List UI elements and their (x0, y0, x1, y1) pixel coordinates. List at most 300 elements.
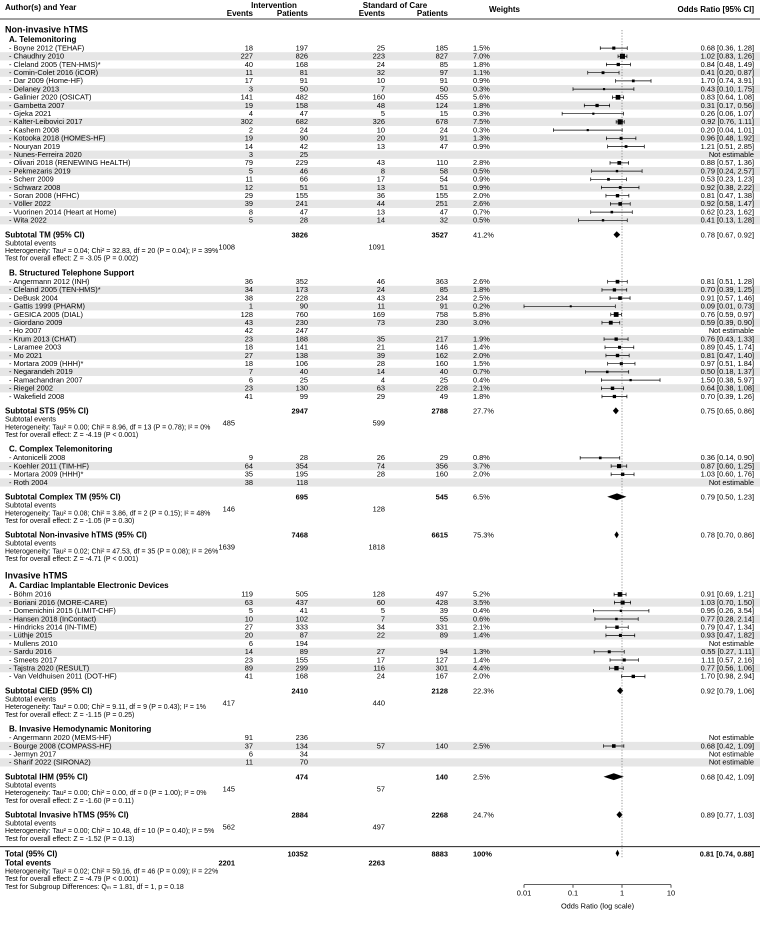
soc-patients: 678 (435, 117, 448, 127)
subtotal-intervention-events: 1639 (218, 542, 235, 552)
weight-value: 0.8% (473, 453, 490, 463)
study-label: - Antonicelli 2008 (9, 453, 66, 463)
group-title: A. Telemonitoring (9, 34, 77, 44)
intervention-events: 38 (244, 477, 253, 487)
subtotal-intervention-patients: 2884 (291, 810, 308, 820)
subtotal-label: Subtotal CIED (95% CI) (5, 686, 93, 696)
odds-ratio-ci: Not estimable (708, 749, 754, 759)
subtotal-intervention-patients: 2410 (291, 686, 308, 696)
intervention-events: 23 (244, 655, 253, 665)
odds-ratio-ci: 0.77 [0.56, 1.06] (700, 663, 754, 673)
point-estimate-square (592, 113, 594, 115)
study-label: - Vuorinen 2014 (Heart at Home) (9, 207, 117, 217)
row-shade (0, 758, 760, 766)
subtotal-intervention-patients: 474 (295, 772, 308, 782)
point-estimate-square (614, 337, 617, 340)
subtotal-intervention-events: 562 (222, 822, 235, 832)
intervention-patients: 141 (295, 342, 308, 352)
subtotal-soc-patients: 2788 (431, 406, 448, 416)
odds-ratio-ci: 0.96 [0.48, 1.92] (700, 133, 754, 143)
point-estimate-square (620, 54, 625, 59)
weight-value: 0.9% (473, 182, 490, 192)
soc-events: 43 (376, 158, 385, 168)
soc-patients: 827 (435, 51, 448, 61)
intervention-events: 18 (244, 358, 253, 368)
soc-events: 11 (377, 301, 385, 311)
odds-ratio-ci: 0.50 [0.18, 1.37] (700, 367, 754, 377)
statistics-note: Test for overall effect: Z = -4.71 (P < 0.001) (5, 555, 139, 563)
soc-patients: 185 (435, 43, 448, 53)
soc-patients: 40 (439, 367, 448, 377)
subtotal-odds-ratio-ci: 0.75 [0.65, 0.86] (700, 406, 754, 416)
intervention-patients: 168 (295, 671, 308, 681)
odds-ratio-ci: 0.92 [0.58, 1.47] (700, 199, 754, 209)
soc-patients: 428 (435, 597, 448, 607)
odds-ratio-ci: 0.89 [0.45, 1.74] (700, 342, 754, 352)
study-label: - Negarandeh 2019 (9, 367, 73, 377)
subtotal-weight: 22.3% (473, 686, 494, 696)
soc-events: 17 (376, 174, 385, 184)
study-label: - Domenichini 2015 (LIMIT-CHF) (9, 606, 116, 616)
events-label: Subtotal events (5, 694, 56, 704)
weight-value: 0.3% (473, 125, 490, 135)
soc-patients: 160 (435, 469, 448, 479)
intervention-events: 1 (248, 301, 253, 311)
intervention-patients: 482 (295, 92, 308, 102)
point-estimate-square (614, 312, 619, 317)
subtotal-soc-patients: 8883 (431, 849, 448, 859)
odds-ratio-ci: 0.93 [0.47, 1.82] (700, 630, 754, 640)
study-label: - Cleland 2005 (TEN-HMS)* (9, 59, 101, 69)
odds-ratio-ci: 1.11 [0.57, 2.16] (701, 655, 754, 665)
study-label: - Gjeka 2021 (9, 108, 52, 118)
subtotal-intervention-events: 417 (222, 698, 235, 708)
study-label: - Delaney 2013 (9, 84, 60, 94)
intervention-events: 6 (248, 638, 253, 648)
statistics-note: Test for Subgroup Differences: Qₘ = 1.81, df = 1, p = 0.18 (5, 883, 184, 891)
intervention-events: 19 (244, 133, 253, 143)
soc-patients: 47 (439, 141, 448, 151)
intervention-patients: 229 (295, 158, 308, 168)
point-estimate-square (618, 592, 623, 597)
soc-events: 28 (376, 358, 385, 368)
statistics-note: Heterogeneity: Tau² = 0.00; Chi² = 9.11, df = 9 (P = 0.43); I² = 1% (5, 704, 206, 712)
soc-patients: 94 (439, 647, 448, 657)
weight-value: 7.5% (473, 117, 490, 127)
soc-patients: 91 (439, 76, 448, 86)
soc-patients: 29 (439, 453, 448, 463)
odds-ratio-ci: Not estimable (708, 326, 754, 336)
weight-value: 1.8% (473, 285, 490, 295)
soc-events: 169 (372, 309, 385, 319)
odds-ratio-ci: 0.92 [0.76, 1.11] (701, 117, 754, 127)
intervention-patients: 102 (295, 614, 308, 624)
odds-ratio-ci: 1.02 [0.83, 1.26] (700, 51, 754, 61)
intervention-events: 10 (244, 614, 253, 624)
group-title: B. Invasive Hemodynamic Monitoring (9, 724, 152, 734)
intervention-patients: 70 (299, 757, 308, 767)
intervention-patients: 194 (295, 638, 308, 648)
odds-ratio-ci: 0.77 [0.28, 2.14] (700, 614, 754, 624)
weight-value: 2.1% (473, 622, 490, 632)
study-label: - Angermann 2020 (MEMS-HF) (9, 733, 112, 743)
study-label: - Chaudhry 2010 (9, 51, 65, 61)
odds-ratio-ci: Not estimable (708, 149, 754, 159)
soc-events: 74 (376, 461, 385, 471)
weight-value: 5.6% (473, 92, 490, 102)
study-label: - Scherr 2009 (9, 174, 54, 184)
study-label: - Böhm 2016 (9, 589, 52, 599)
subtotal-intervention-patients: 695 (295, 492, 308, 502)
header-intervention: Intervention (251, 1, 297, 10)
intervention-patients: 41 (299, 606, 308, 616)
intervention-events: 36 (244, 276, 253, 286)
study-label: - Laramee 2003 (9, 342, 62, 352)
weight-value: 2.6% (473, 199, 490, 209)
weight-value: 1.4% (473, 342, 490, 352)
intervention-events: 128 (240, 309, 253, 319)
odds-ratio-ci: 1.03 [0.70, 1.50] (700, 597, 754, 607)
weight-value: 0.5% (473, 166, 490, 176)
x-tick-label: 0.01 (516, 888, 532, 898)
soc-patients: 39 (439, 606, 448, 616)
intervention-events: 6 (248, 749, 253, 759)
table-header (0, 1, 760, 19)
soc-events: 36 (376, 190, 385, 200)
summary-diamond (613, 407, 619, 414)
soc-events: 48 (376, 100, 385, 110)
subtotal-odds-ratio-ci: 0.81 [0.74, 0.88] (699, 849, 754, 859)
soc-events: 14 (376, 367, 385, 377)
intervention-events: 37 (244, 741, 253, 751)
weight-value: 0.3% (473, 84, 490, 94)
point-estimate-square (615, 618, 617, 620)
weight-value: 1.1% (473, 67, 490, 77)
odds-ratio-ci: 1.21 [0.51, 2.85] (700, 141, 754, 151)
point-estimate-square (611, 387, 614, 390)
intervention-patients: 106 (295, 358, 308, 368)
statistics-note: Heterogeneity: Tau² = 0.04; Chi² = 32.83, df = 20 (P = 0.04); I² = 39% (5, 248, 219, 256)
intervention-events: 227 (240, 51, 253, 61)
subtotal-odds-ratio-ci: 0.78 [0.70, 0.86] (700, 530, 754, 540)
odds-ratio-ci: 0.81 [0.47, 1.40] (700, 350, 754, 360)
odds-ratio-ci: 0.81 [0.51, 1.28] (700, 276, 754, 286)
soc-events: 57 (376, 741, 385, 751)
soc-events: 34 (376, 622, 385, 632)
soc-patients: 140 (435, 741, 448, 751)
odds-ratio-ci: 0.95 [0.26, 3.54] (700, 606, 754, 616)
study-label: - Wita 2022 (9, 215, 47, 225)
weight-value: 0.9% (473, 174, 490, 184)
point-estimate-square (620, 362, 623, 365)
study-label: - Olivari 2018 (RENEWING HeALTH) (9, 158, 131, 168)
soc-patients: 301 (435, 663, 448, 673)
odds-ratio-ci: 0.91 [0.57, 1.46] (700, 293, 754, 303)
point-estimate-square (623, 658, 626, 661)
intervention-events: 8 (248, 207, 253, 217)
study-label: - Comin-Colet 2016 (iCOR) (9, 67, 99, 77)
weight-value: 2.1% (473, 383, 490, 393)
odds-ratio-ci: 1.70 [0.74, 3.91] (700, 76, 754, 86)
statistics-note: Heterogeneity: Tau² = 0.00; Chi² = 8.96, df = 13 (P = 0.78); I² = 0% (5, 424, 211, 432)
subtotal-weight: 41.2% (473, 230, 494, 240)
soc-patients: 127 (435, 655, 448, 665)
point-estimate-square (616, 280, 620, 284)
study-label: - Giordano 2009 (9, 317, 63, 327)
point-estimate-square (625, 145, 628, 148)
odds-ratio-ci: 0.68 [0.36, 1.28] (700, 43, 754, 53)
soc-events: 14 (376, 215, 385, 225)
intervention-events: 12 (244, 182, 253, 192)
study-label: - Boyne 2012 (TEHAF) (9, 43, 85, 53)
weight-value: 2.5% (473, 741, 490, 751)
soc-events: 35 (376, 334, 385, 344)
x-tick-label: 10 (666, 888, 676, 898)
odds-ratio-ci: 0.79 [0.47, 1.34] (700, 622, 754, 632)
events-label: Subtotal events (5, 238, 56, 248)
intervention-patients: 682 (295, 117, 308, 127)
weight-value: 0.3% (473, 108, 490, 118)
subtotal-intervention-patients: 2947 (291, 406, 308, 416)
soc-events: 22 (376, 630, 385, 640)
soc-events: 63 (376, 383, 385, 393)
soc-patients: 54 (439, 174, 448, 184)
odds-ratio-ci: 0.31 [0.17, 0.56] (700, 100, 754, 110)
study-label: - Sardu 2016 (9, 647, 52, 657)
study-label: - Kalter-Leibovici 2017 (9, 117, 83, 127)
subtotal-odds-ratio-ci: 0.92 [0.79, 1.06] (700, 686, 754, 696)
point-estimate-square (621, 601, 625, 605)
soc-events: 10 (376, 76, 385, 86)
intervention-patients: 333 (295, 622, 308, 632)
weight-value: 1.8% (473, 59, 490, 69)
weight-value: 7.0% (473, 51, 490, 61)
study-label: - Kashem 2008 (9, 125, 60, 135)
soc-patients: 47 (439, 207, 448, 217)
weight-value: 0.7% (473, 207, 490, 217)
point-estimate-square (612, 744, 616, 748)
intervention-patients: 25 (299, 375, 308, 385)
soc-patients: 455 (435, 92, 448, 102)
intervention-patients: 90 (299, 301, 308, 311)
soc-patients: 24 (439, 125, 448, 135)
statistics-note: Test for overall effect: Z = -4.79 (P < 0.001) (5, 876, 139, 884)
intervention-patients: 28 (299, 215, 308, 225)
odds-ratio-ci: 0.84 [0.48, 1.49] (700, 59, 754, 69)
intervention-events: 5 (248, 215, 253, 225)
soc-events: 43 (376, 293, 385, 303)
point-estimate-square (617, 161, 621, 165)
intervention-patients: 40 (299, 367, 308, 377)
point-estimate-square (616, 194, 619, 197)
subtotal-soc-patients: 6615 (431, 530, 448, 540)
intervention-events: 41 (244, 391, 253, 401)
subtotal-soc-patients: 2268 (431, 810, 448, 820)
point-estimate-square (621, 473, 624, 476)
intervention-patients: 42 (299, 141, 308, 151)
weight-value: 3.5% (473, 597, 490, 607)
study-label: - DeBusk 2004 (9, 293, 58, 303)
point-estimate-square (603, 88, 605, 90)
soc-events: 13 (376, 141, 385, 151)
summary-diamond (614, 531, 618, 538)
soc-patients: 124 (435, 100, 448, 110)
intervention-patients: 87 (299, 630, 308, 640)
intervention-patients: 28 (299, 453, 308, 463)
point-estimate-square (602, 71, 605, 74)
subtotal-label: Subtotal Invasive hTMS (95% CI) (5, 810, 129, 820)
soc-patients: 55 (439, 614, 448, 624)
intervention-events: 141 (240, 92, 253, 102)
intervention-events: 3 (248, 84, 253, 94)
summary-diamond (607, 493, 626, 500)
odds-ratio-ci: 0.68 [0.42, 1.09] (700, 741, 754, 751)
intervention-patients: 24 (299, 125, 308, 135)
weight-value: 1.4% (473, 630, 490, 640)
intervention-events: 27 (244, 622, 253, 632)
point-estimate-square (611, 211, 614, 214)
point-estimate-square (602, 219, 604, 221)
group-title: A. Cardiac Implantable Electronic Devices (9, 581, 169, 591)
odds-ratio-ci: 0.26 [0.06, 1.07] (700, 108, 754, 118)
summary-diamond (613, 231, 620, 238)
odds-ratio-ci: 0.59 [0.39, 0.90] (700, 317, 754, 327)
intervention-patients: 155 (295, 190, 308, 200)
soc-events: 17 (376, 655, 385, 665)
study-label: - Nouryan 2019 (9, 141, 60, 151)
point-estimate-square (615, 625, 618, 628)
point-estimate-square (629, 379, 631, 381)
soc-events: 5 (380, 606, 385, 616)
intervention-events: 23 (244, 383, 253, 393)
intervention-patients: 99 (299, 391, 308, 401)
weight-value: 4.4% (473, 663, 490, 673)
weight-value: 0.9% (473, 76, 490, 86)
odds-ratio-ci: 0.41 [0.20, 0.87] (700, 67, 754, 77)
intervention-patients: 168 (295, 59, 308, 69)
study-label: - Hindricks 2014 (IN-TIME) (9, 622, 97, 632)
odds-ratio-ci: Not estimable (708, 638, 754, 648)
odds-ratio-ci: 0.91 [0.69, 1.21] (700, 589, 754, 599)
soc-events: 13 (376, 182, 385, 192)
odds-ratio-ci: 1.70 [0.98, 2.94] (700, 671, 754, 681)
intervention-events: 18 (244, 43, 253, 53)
weight-value: 0.2% (473, 301, 490, 311)
events-label: Subtotal events (5, 414, 56, 424)
point-estimate-square (616, 170, 618, 172)
header-intervention-events: Events (226, 9, 253, 18)
weight-value: 2.5% (473, 293, 490, 303)
soc-patients: 497 (435, 589, 448, 599)
odds-ratio-ci: Not estimable (708, 733, 754, 743)
events-label: Subtotal events (5, 538, 56, 548)
study-label: - Hansen 2018 (InContact) (9, 614, 97, 624)
study-label: - Roth 2004 (9, 477, 48, 487)
subtotal-label: Subtotal Non-invasive hTMS (95% CI) (5, 530, 147, 540)
intervention-patients: 34 (299, 749, 308, 759)
point-estimate-square (614, 666, 618, 670)
soc-patients: 146 (435, 342, 448, 352)
study-label: - Lüthje 2015 (9, 630, 53, 640)
odds-ratio-ci: 0.76 [0.59, 0.97] (700, 309, 754, 319)
intervention-patients: 299 (295, 663, 308, 673)
intervention-events: 43 (244, 317, 253, 327)
soc-patients: 251 (435, 199, 448, 209)
point-estimate-square (599, 457, 602, 460)
soc-patients: 85 (439, 285, 448, 295)
soc-patients: 91 (439, 301, 448, 311)
intervention-patients: 118 (296, 477, 308, 487)
point-estimate-square (608, 650, 611, 653)
subtotal-odds-ratio-ci: 0.79 [0.50, 1.23] (700, 492, 754, 502)
statistics-note: Heterogeneity: Tau² = 0.00; Chi² = 0.00, df = 0 (P = 1.00); I² = 0% (5, 790, 207, 798)
odds-ratio-ci: Not estimable (708, 757, 754, 767)
intervention-events: 14 (244, 647, 253, 657)
intervention-events: 27 (244, 350, 253, 360)
subtotal-intervention-events: 1008 (218, 242, 235, 252)
intervention-events: 35 (244, 469, 253, 479)
weight-value: 1.9% (473, 334, 490, 344)
intervention-events: 11 (245, 174, 253, 184)
point-estimate-square (609, 321, 613, 325)
point-estimate-square (612, 47, 615, 50)
soc-events: 13 (376, 207, 385, 217)
intervention-events: 42 (244, 326, 253, 336)
point-estimate-square (570, 305, 572, 307)
study-label: - Gattis 1999 (PHARM) (9, 301, 85, 311)
intervention-events: 63 (244, 597, 253, 607)
study-label: - Mortara 2009 (HHH)* (9, 358, 84, 368)
intervention-patients: 197 (295, 43, 308, 53)
intervention-events: 34 (244, 285, 253, 295)
intervention-patients: 158 (295, 100, 308, 110)
intervention-patients: 130 (295, 383, 308, 393)
subtotal-intervention-patients: 3826 (291, 230, 308, 240)
intervention-patients: 47 (299, 207, 308, 217)
subtotal-soc-patients: 2128 (431, 686, 448, 696)
soc-patients: 363 (435, 276, 448, 286)
intervention-events: 4 (248, 108, 253, 118)
soc-patients: 160 (435, 358, 448, 368)
intervention-patients: 760 (295, 309, 308, 319)
weight-value: 1.3% (473, 133, 490, 143)
intervention-patients: 505 (295, 589, 308, 599)
study-label: - Van Veldhuisen 2011 (DOT-HF) (9, 671, 117, 681)
weight-value: 1.5% (473, 43, 490, 53)
point-estimate-square (632, 80, 635, 83)
intervention-patients: 230 (295, 317, 308, 327)
soc-events: 5 (380, 108, 385, 118)
point-estimate-square (632, 675, 635, 678)
study-label: - Schwarz 2008 (9, 182, 61, 192)
odds-ratio-ci: 0.97 [0.51, 1.84] (700, 358, 754, 368)
subtotal-intervention-patients: 7468 (291, 530, 308, 540)
soc-patients: 49 (439, 391, 448, 401)
odds-ratio-ci: 0.20 [0.04, 1.01] (700, 125, 754, 135)
subtotal-weight: 6.5% (473, 492, 490, 502)
study-label: - Jermyn 2017 (9, 749, 57, 759)
odds-ratio-ci: 1.50 [0.38, 5.97] (700, 375, 754, 385)
subtotal-odds-ratio-ci: 0.89 [0.77, 1.03] (700, 810, 754, 820)
intervention-patients: 90 (299, 133, 308, 143)
soc-patients: 110 (436, 158, 448, 168)
intervention-events: 11 (245, 757, 253, 767)
study-label: - Sharif 2022 (SIRONA2) (9, 757, 91, 767)
intervention-events: 5 (248, 606, 253, 616)
header-intervention-patients: Patients (276, 9, 308, 18)
subtotal-label: Subtotal IHM (95% CI) (5, 772, 88, 782)
weight-value: 2.8% (473, 158, 490, 168)
